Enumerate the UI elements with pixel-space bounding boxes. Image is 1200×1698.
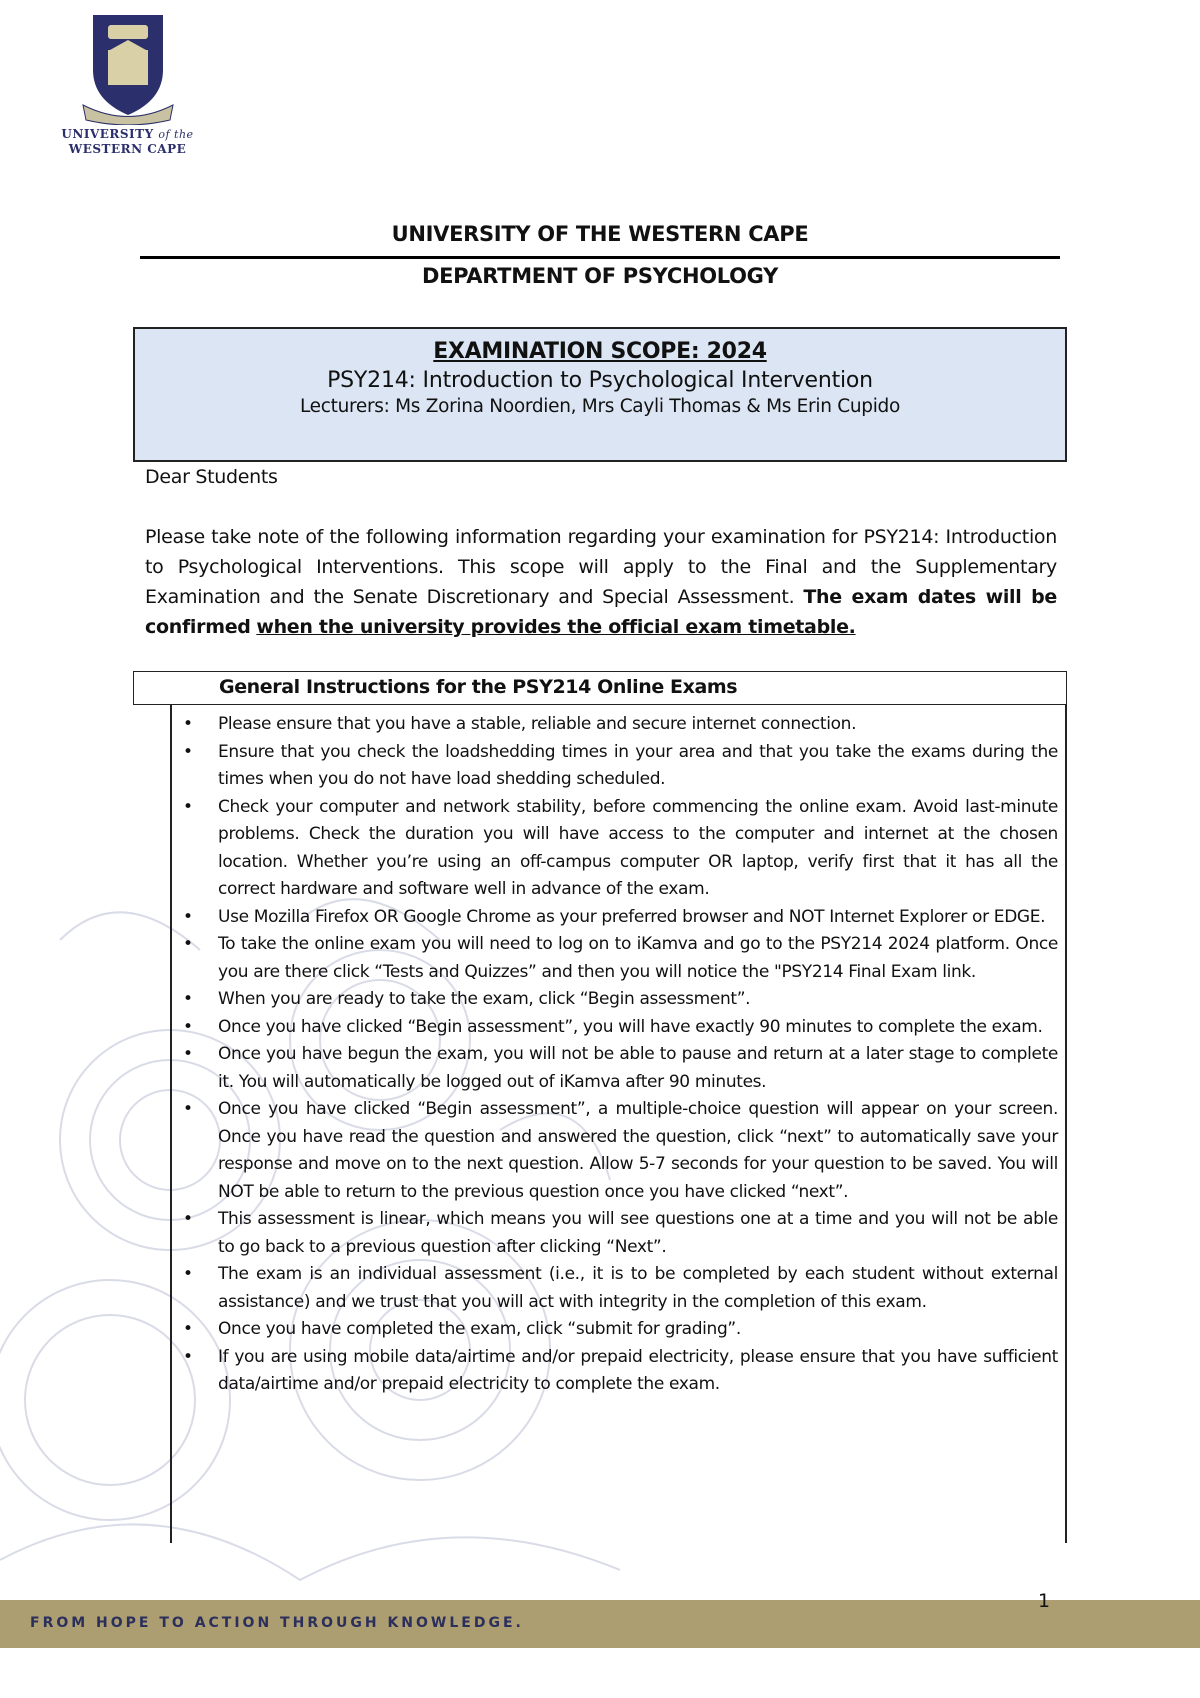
department-title: DEPARTMENT OF PSYCHOLOGY bbox=[421, 264, 779, 288]
instruction-item bbox=[183, 739, 1058, 794]
instruction-text: When you are ready to take the exam, click “Begin assessment”. bbox=[218, 989, 751, 1009]
instruction-item bbox=[183, 1096, 1058, 1206]
instruction-item bbox=[183, 1261, 1058, 1316]
logo-line1-suffix: of the bbox=[158, 128, 194, 141]
logo-line2: WESTERN CAPE bbox=[68, 142, 187, 156]
intro-underlined: when the university provides the official exam timetable. bbox=[256, 616, 856, 638]
scope-lecturers: Lecturers: Ms Zorina Noordien, Mrs Cayli Thomas & Ms Erin Cupido bbox=[299, 396, 900, 417]
footer-tagline: FROM HOPE TO ACTION THROUGH KNOWLEDGE. bbox=[30, 1615, 524, 1631]
instruction-item bbox=[183, 1344, 1058, 1399]
bullet-icon: • bbox=[183, 1264, 193, 1284]
instruction-item bbox=[183, 1014, 1058, 1042]
university-title: UNIVERSITY OF THE WESTERN CAPE bbox=[391, 222, 809, 246]
bullet-icon: • bbox=[183, 1044, 193, 1064]
bullet-icon: • bbox=[183, 1209, 193, 1229]
instructions-list bbox=[183, 711, 1058, 1399]
logo-line1: UNIVERSITY bbox=[61, 127, 154, 141]
instruction-text: Once you have clicked “Begin assessment”, a multiple-choice question will appear on your screen. Once you have read the question and answered the question, click “next” to automatically save your response and move on to the next question. Allow 5-7 seconds for your question to be saved. You will NOT be able to return to the previous question once you have clicked “next”. bbox=[218, 1099, 1058, 1202]
bullet-icon: • bbox=[183, 741, 193, 762]
instruction-item bbox=[183, 1316, 1058, 1344]
instruction-text: Please ensure that you have a stable, reliable and secure internet connection. bbox=[218, 714, 857, 734]
instruction-item bbox=[183, 986, 1058, 1014]
instruction-item bbox=[183, 904, 1058, 932]
scope-course: PSY214: Introduction to Psychological Intervention bbox=[327, 368, 873, 393]
bullet-icon: • bbox=[183, 1016, 193, 1037]
instructions-heading: General Instructions for the PSY214 Online Exams bbox=[219, 676, 738, 698]
scope-title: EXAMINATION SCOPE: 2024 bbox=[433, 339, 767, 364]
bullet-icon: • bbox=[183, 1099, 193, 1119]
crest-icon bbox=[78, 10, 178, 125]
bullet-icon: • bbox=[183, 934, 193, 954]
instruction-text: This assessment is linear, which means you will see questions one at a time and you will not be able to go back to a previous question after clicking “Next”. bbox=[218, 1209, 1058, 1257]
instructions-left-border bbox=[170, 705, 172, 1543]
instruction-text: Ensure that you check the loadshedding times in your area and that you take the exams during the times when you do not have load shedding scheduled. bbox=[218, 741, 1058, 789]
page-number: 1 bbox=[1038, 1590, 1051, 1612]
instruction-text: Check your computer and network stability, before commencing the online exam. Avoid last-minute problems. Check the duration you will have access to the computer and internet at the chosen location. Whether you’re using an off-campus computer OR laptop, verify first that it has all the correct hardware and software well in advance of the exam. bbox=[218, 796, 1058, 899]
university-logo bbox=[55, 10, 200, 157]
instruction-text: Once you have completed the exam, click “submit for grading”. bbox=[218, 1319, 741, 1339]
instruction-text: Use Mozilla Firefox OR Google Chrome as your preferred browser and NOT Internet Explorer or EDGE. bbox=[218, 906, 1046, 927]
instruction-item bbox=[183, 1206, 1058, 1261]
bullet-icon: • bbox=[183, 1346, 193, 1367]
bullet-icon: • bbox=[183, 906, 193, 927]
exam-scope-box bbox=[133, 327, 1067, 462]
bullet-icon: • bbox=[183, 796, 193, 817]
instruction-item bbox=[183, 711, 1058, 739]
instructions-header bbox=[133, 671, 1067, 705]
instructions-right-border bbox=[1065, 705, 1067, 1543]
instruction-text: Once you have clicked “Begin assessment”, you will have exactly 90 minutes to complete the exam. bbox=[218, 1016, 1043, 1037]
bullet-icon: • bbox=[183, 714, 193, 734]
instruction-text: Once you have begun the exam, you will not be able to pause and return at a later stage to complete it. You will automatically be logged out of iKamva after 90 minutes. bbox=[218, 1044, 1058, 1092]
intro-paragraph bbox=[145, 522, 1057, 642]
instruction-text: To take the online exam you will need to log on to iKamva and go to the PSY214 2024 platform. Once you are there click “Tests and Quizzes” and then you will notice the "PSY214 Final Exam link. bbox=[218, 934, 1058, 982]
bullet-icon: • bbox=[183, 989, 193, 1009]
instruction-text: The exam is an individual assessment (i.e., it is to be completed by each student without external assistance) and we trust that you will act with integrity in the completion of this exam. bbox=[218, 1264, 1058, 1312]
footer-band bbox=[0, 1600, 1200, 1648]
instruction-item bbox=[183, 1041, 1058, 1096]
bullet-icon: • bbox=[183, 1319, 193, 1339]
instruction-item bbox=[183, 931, 1058, 986]
intro-plain: Please take note of the following information regarding your examination for PSY214: Introduction to Psychological Interventions. This scope will apply to the Final and the Supplementary Examination and the Senate Discretionary and Special Assessment. bbox=[145, 526, 1057, 608]
header-divider bbox=[140, 256, 1060, 259]
instruction-text: If you are using mobile data/airtime and/or prepaid electricity, please ensure that you have sufficient data/airtime and/or prepaid electricity to complete the exam. bbox=[218, 1346, 1058, 1394]
salutation: Dear Students bbox=[145, 466, 278, 488]
instruction-item bbox=[183, 794, 1058, 904]
intro-bold: The exam dates will be confirmed bbox=[145, 586, 1057, 638]
